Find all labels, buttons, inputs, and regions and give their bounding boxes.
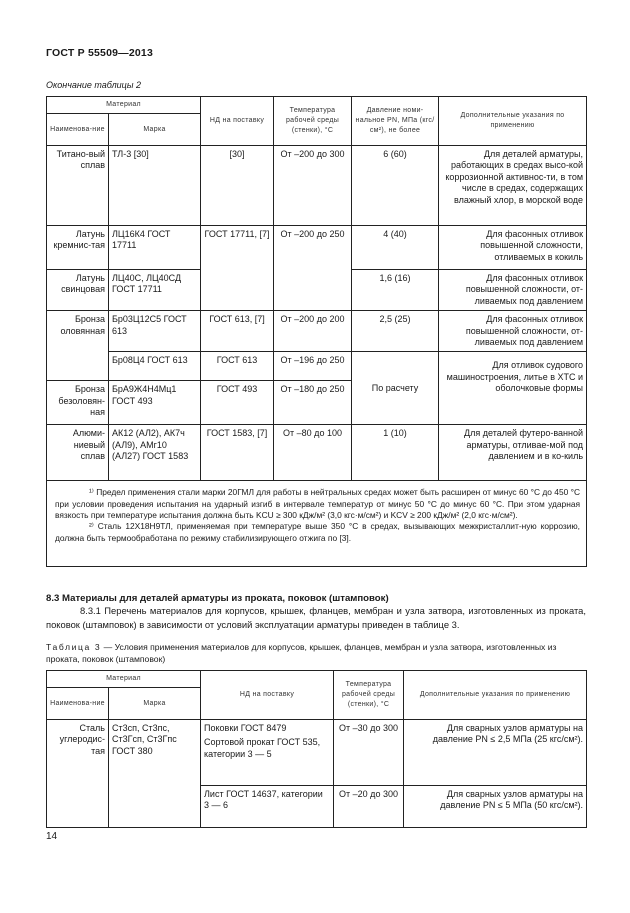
table2-caption: Окончание таблицы 2 — [46, 80, 141, 90]
t3-header-name: Наименова-ние — [47, 688, 109, 720]
table-row: Титано-вый сплав ТЛ-3 [30] [30] От –200 до 300 6 (60) Для деталей арматуры, работающих в средах высо-кой коррозионной активнос-ти, в том числе в средах, содержащих влажный хлор, в морской воде — [47, 146, 587, 226]
table-row: Латунь кремнис-тая ЛЦ16К4 ГОСТ 17711 ГОСТ 17711, [7] От –200 до 250 4 (40) Для фасонных отливок повышенной сложности, отливаемых в кокиль — [47, 226, 587, 270]
header-nd: НД на поставку — [201, 97, 274, 146]
t3-header-notes: Дополнительные указания по применению — [404, 671, 587, 720]
document-header: ГОСТ Р 55509—2013 — [46, 47, 154, 59]
table-2 — [46, 96, 587, 567]
page-number: 14 — [46, 831, 58, 842]
section-title: 8.3 Материалы для деталей арматуры из проката, поковок (штамповок) — [46, 593, 389, 604]
t3-header-nd: НД на поставку — [201, 671, 334, 720]
table2-footnotes — [47, 481, 587, 567]
table-row: Бр08Ц4 ГОСТ 613 ГОСТ 613 От –196 до 250 По расчету Для отливок судового машиностроения, литье в ХТС и оболочковые формы — [47, 352, 587, 381]
table-row: Алюми-ниевый сплав АК12 (АЛ2), АК7ч (АЛ9), АМг10 (АЛ27) ГОСТ 1583 ГОСТ 1583, [7] От –80 до 100 1 (10) Для деталей футеро-ванной арматуры, отливае-мой под давлением и в ко-киль — [47, 425, 587, 481]
table-row: Бронза оловянная Бр03Ц12С5 ГОСТ 613 ГОСТ 613, [7] От –200 до 200 2,5 (25) Для фасонных отливок повышенной сложности, от-ливаемых под давлением — [47, 311, 587, 352]
t3-header-material: Материал — [47, 671, 201, 688]
table-3 — [46, 670, 587, 828]
header-temp: Температура рабочей среды (стенки), °С — [274, 97, 352, 146]
section-paragraph: 8.3.1 Перечень материалов для корпусов, крышек, фланцев, мембран и узла затвора, изготовленных из проката, поковок (штамповок) в зависимости от условий эксплуатации арматуры приведен в таблице 3. — [46, 605, 586, 630]
table3-caption — [46, 642, 586, 665]
table-row: Бронза безоловян-ная БрА9Ж4Н4Мц1 ГОСТ 493 ГОСТ 493 От –180 до 250 — [47, 381, 587, 425]
header-material: Материал — [47, 97, 201, 114]
table-row: Лист ГОСТ 14637, категории 3 — 6 От –20 до 300 Для сварных узлов арматуры на давление PN ≤ 5 МПа (50 кгс/см²). — [47, 786, 587, 828]
table-row: Сталь углеродис-тая Ст3сп, Ст3пс, Ст3Гсп, Ст3Гпс ГОСТ 380 Поковки ГОСТ 8479 Сортовой прокат ГОСТ 535, категории 3 — 5 От –30 до 300 Для сварных узлов арматуры на давление PN ≤ 2,5 МПа (25 кгс/см²). — [47, 720, 587, 786]
table-row: Латунь свинцовая ЛЦ40С, ЛЦ40СД ГОСТ 17711 1,6 (16) Для фасонных отливок повышенной сложности, от-ливаемых под давлением — [47, 270, 587, 311]
header-pressure: Давление номи-нальное PN, МПа (кгс/см²), не более — [352, 97, 439, 146]
header-grade: Марка — [109, 114, 201, 146]
header-notes: Дополнительные указания по применению — [439, 97, 587, 146]
t3-header-grade: Марка — [109, 688, 201, 720]
header-name: Наименова-ние — [47, 114, 109, 146]
t3-header-temp: Температура рабочей среды (стенки), °С — [334, 671, 404, 720]
table3-caption-label: Таблица 3 — [46, 642, 102, 652]
table3-caption-text: — Условия применения материалов для корпусов, крышек, фланцев, мембран и узла затвора, изготовленных из проката, поковок (штамповок) — [46, 642, 557, 664]
footnote-1: ¹⁾ Предел применения стали марки 20ГМЛ для работы в нейтральных средах может быть расширен от минус 60 °С до 450 °С при условии проведения испытания на ударный изгиб в интервале температур от минус 50 °С до минус 60 °С. При этом ударная вязкость при температуре испытания должна быть KCU ≥ 300 кДж/м² (3,0 кгс·м/см²) и KCV ≥ 200 кДж/м² (2,0 кгс·м/см²). — [55, 487, 581, 521]
footnote-2: ²⁾ Сталь 12Х18Н9ТЛ, применяемая при температуре выше 350 °С в средах, вызывающих межкристаллит-ную коррозию, должна быть термообработана по режиму стабилизирующего отжига по [3]. — [55, 521, 581, 543]
